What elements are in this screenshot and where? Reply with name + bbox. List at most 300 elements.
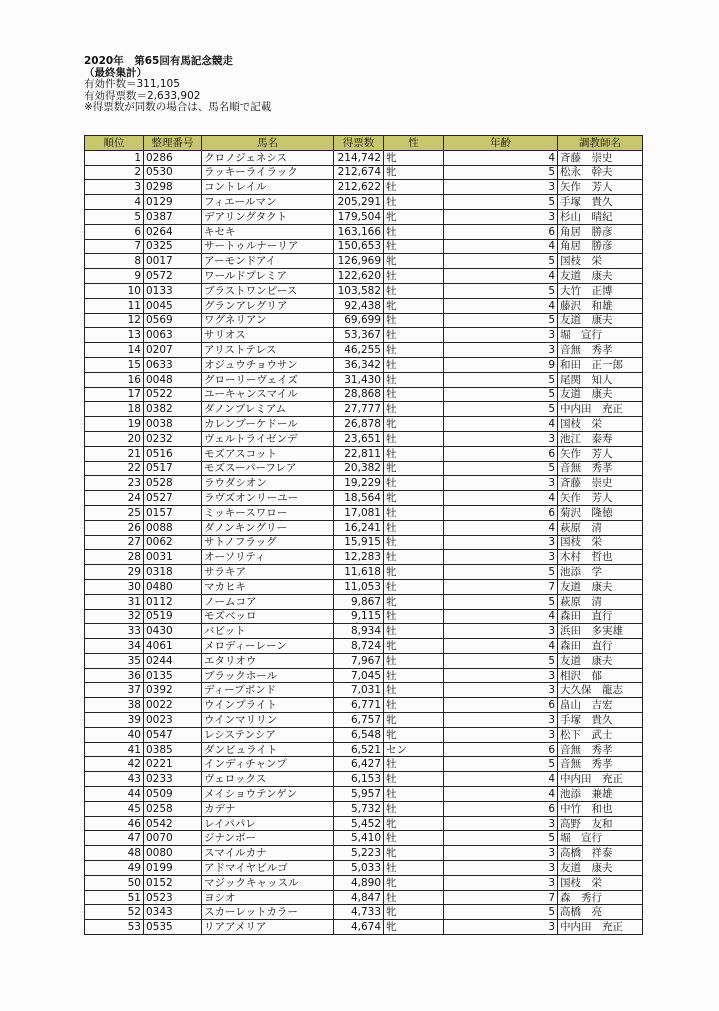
rank-cell: 31 — [85, 594, 144, 609]
table-row — [85, 239, 643, 254]
table-row — [85, 417, 643, 432]
age-cell: 7 — [444, 579, 558, 594]
age-cell: 9 — [444, 357, 558, 372]
trainer-cell: 畠山 吉宏 — [558, 698, 643, 713]
rank-cell: 29 — [85, 565, 144, 580]
rank-cell: 43 — [85, 772, 144, 787]
age-cell: 3 — [444, 343, 558, 358]
trainer-cell: 和田 正一郎 — [558, 357, 643, 372]
sex-cell: 牡 — [384, 579, 444, 594]
rank-cell: 21 — [85, 446, 144, 461]
code-cell: 0233 — [144, 772, 202, 787]
code-cell: 0509 — [144, 787, 202, 802]
age-cell: 5 — [444, 387, 558, 402]
sex-cell: 牡 — [384, 269, 444, 284]
age-cell: 3 — [444, 713, 558, 728]
votes-cell: 18,564 — [334, 491, 384, 506]
sex-cell: 牡 — [384, 343, 444, 358]
code-cell: 0207 — [144, 343, 202, 358]
code-cell: 0382 — [144, 402, 202, 417]
trainer-cell: 音無 秀孝 — [558, 343, 643, 358]
trainer-cell: 菊沢 隆徳 — [558, 505, 643, 520]
horse-name-cell: ディープボンド — [202, 683, 334, 698]
votes-cell: 27,777 — [334, 402, 384, 417]
votes-cell: 214,742 — [334, 150, 384, 165]
sex-cell: 牡 — [384, 283, 444, 298]
age-cell: 3 — [444, 476, 558, 491]
document-title: 2020年 第65回有馬記念競走 — [84, 55, 233, 67]
sex-cell: 牡 — [384, 387, 444, 402]
table-row — [85, 402, 643, 417]
code-cell: 0129 — [144, 195, 202, 210]
votes-cell: 46,255 — [334, 343, 384, 358]
sex-cell: 牡 — [384, 653, 444, 668]
rank-cell: 20 — [85, 431, 144, 446]
code-cell: 0387 — [144, 209, 202, 224]
horse-name-cell: バビット — [202, 624, 334, 639]
horse-name-cell: ワグネリアン — [202, 313, 334, 328]
rank-cell: 50 — [85, 875, 144, 890]
votes-cell: 28,868 — [334, 387, 384, 402]
sex-cell: 牝 — [384, 461, 444, 476]
votes-cell: 4,674 — [334, 920, 384, 935]
trainer-cell: 木村 哲也 — [558, 550, 643, 565]
trainer-cell: 森 秀行 — [558, 890, 643, 905]
code-cell: 0572 — [144, 269, 202, 284]
code-cell: 0133 — [144, 283, 202, 298]
trainer-cell: 松下 武士 — [558, 727, 643, 742]
trainer-cell: 友道 康夫 — [558, 653, 643, 668]
rank-cell: 38 — [85, 698, 144, 713]
trainer-cell: 杉山 晴紀 — [558, 209, 643, 224]
age-cell: 3 — [444, 550, 558, 565]
trainer-cell: 国枝 栄 — [558, 417, 643, 432]
rank-cell: 49 — [85, 861, 144, 876]
rank-cell: 3 — [85, 180, 144, 195]
horse-name-cell: レシステンシア — [202, 727, 334, 742]
age-cell: 4 — [444, 150, 558, 165]
rank-cell: 7 — [85, 239, 144, 254]
votes-cell: 150,653 — [334, 239, 384, 254]
rank-cell: 5 — [85, 209, 144, 224]
table-row — [85, 565, 643, 580]
table-row — [85, 431, 643, 446]
age-cell: 3 — [444, 624, 558, 639]
code-cell: 0633 — [144, 357, 202, 372]
votes-cell: 7,031 — [334, 683, 384, 698]
horse-name-cell: スカーレットカラー — [202, 905, 334, 920]
code-cell: 0385 — [144, 742, 202, 757]
votes-cell: 6,548 — [334, 727, 384, 742]
trainer-cell: 中竹 和也 — [558, 801, 643, 816]
age-cell: 3 — [444, 816, 558, 831]
trainer-cell: 友道 康夫 — [558, 579, 643, 594]
trainer-cell: 友道 康夫 — [558, 269, 643, 284]
sex-cell: 牡 — [384, 505, 444, 520]
col-horse-name-header: 馬名 — [202, 136, 334, 151]
horse-name-cell: アドマイヤビルゴ — [202, 861, 334, 876]
horse-name-cell: スマイルカナ — [202, 846, 334, 861]
sex-cell: 牡 — [384, 683, 444, 698]
horse-name-cell: オジュウチョウサン — [202, 357, 334, 372]
horse-name-cell: デアリングタクト — [202, 209, 334, 224]
sex-cell: 牡 — [384, 357, 444, 372]
votes-cell: 9,867 — [334, 594, 384, 609]
horse-name-cell: カデナ — [202, 801, 334, 816]
votes-cell: 163,166 — [334, 224, 384, 239]
horse-name-cell: ユーキャンスマイル — [202, 387, 334, 402]
code-cell: 0038 — [144, 417, 202, 432]
horse-name-cell: モズスーパーフレア — [202, 461, 334, 476]
votes-cell: 69,699 — [334, 313, 384, 328]
trainer-cell: 堀 宣行 — [558, 831, 643, 846]
rank-cell: 37 — [85, 683, 144, 698]
age-cell: 6 — [444, 698, 558, 713]
table-row — [85, 609, 643, 624]
trainer-cell: 池添 学 — [558, 565, 643, 580]
rank-cell: 18 — [85, 402, 144, 417]
code-cell: 0152 — [144, 875, 202, 890]
rank-cell: 2 — [85, 165, 144, 180]
rank-cell: 25 — [85, 505, 144, 520]
votes-cell: 26,878 — [334, 417, 384, 432]
rank-cell: 46 — [85, 816, 144, 831]
age-cell: 4 — [444, 269, 558, 284]
table-row — [85, 476, 643, 491]
age-cell: 4 — [444, 491, 558, 506]
trainer-cell: 角居 勝彦 — [558, 224, 643, 239]
age-cell: 4 — [444, 417, 558, 432]
rank-cell: 33 — [85, 624, 144, 639]
horse-name-cell: ラヴズオンリーユー — [202, 491, 334, 506]
sex-cell: 牝 — [384, 727, 444, 742]
table-row — [85, 269, 643, 284]
age-cell: 5 — [444, 565, 558, 580]
trainer-cell: 矢作 芳人 — [558, 491, 643, 506]
horse-name-cell: モズアスコット — [202, 446, 334, 461]
table-row — [85, 920, 643, 935]
age-cell: 4 — [444, 772, 558, 787]
trainer-cell: 中内田 充正 — [558, 402, 643, 417]
age-cell: 4 — [444, 639, 558, 654]
age-cell: 3 — [444, 328, 558, 343]
document-subtitle: （最終集計） — [84, 66, 147, 79]
votes-cell: 212,622 — [334, 180, 384, 195]
votes-cell: 122,620 — [334, 269, 384, 284]
age-cell: 5 — [444, 831, 558, 846]
code-cell: 0569 — [144, 313, 202, 328]
trainer-cell: 池江 泰寿 — [558, 431, 643, 446]
trainer-cell: 萩原 清 — [558, 520, 643, 535]
table-row — [85, 165, 643, 180]
trainer-cell: 手塚 貴久 — [558, 713, 643, 728]
code-cell: 0232 — [144, 431, 202, 446]
horse-name-cell: ブラックホール — [202, 668, 334, 683]
code-cell: 0199 — [144, 861, 202, 876]
trainer-cell: 矢作 芳人 — [558, 446, 643, 461]
table-header-row — [85, 136, 643, 151]
trainer-cell: 松永 幹夫 — [558, 165, 643, 180]
code-cell: 0022 — [144, 698, 202, 713]
table-row — [85, 772, 643, 787]
trainer-cell: 池添 兼雄 — [558, 787, 643, 802]
votes-cell: 5,732 — [334, 801, 384, 816]
code-cell: 0080 — [144, 846, 202, 861]
age-cell: 3 — [444, 431, 558, 446]
trainer-cell: 友道 康夫 — [558, 387, 643, 402]
horse-name-cell: ダンビュライト — [202, 742, 334, 757]
horse-name-cell: ヨシオ — [202, 890, 334, 905]
code-cell: 0530 — [144, 165, 202, 180]
trainer-cell: 萩原 清 — [558, 594, 643, 609]
trainer-cell: 高橋 亮 — [558, 905, 643, 920]
code-cell: 0070 — [144, 831, 202, 846]
rank-cell: 6 — [85, 224, 144, 239]
rank-cell: 24 — [85, 491, 144, 506]
rank-cell: 52 — [85, 905, 144, 920]
sex-cell: 牝 — [384, 150, 444, 165]
rank-cell: 11 — [85, 298, 144, 313]
age-cell: 3 — [444, 875, 558, 890]
trainer-cell: 高野 友和 — [558, 816, 643, 831]
votes-cell: 4,890 — [334, 875, 384, 890]
code-cell: 0244 — [144, 653, 202, 668]
sex-cell: セン — [384, 742, 444, 757]
col-rank-header: 順位 — [85, 136, 144, 151]
sex-cell: 牡 — [384, 609, 444, 624]
rank-cell: 13 — [85, 328, 144, 343]
horse-name-cell: ラッキーライラック — [202, 165, 334, 180]
table-row — [85, 491, 643, 506]
votes-cell: 126,969 — [334, 254, 384, 269]
votes-cell: 7,045 — [334, 668, 384, 683]
sex-cell: 牡 — [384, 624, 444, 639]
trainer-cell: 斉藤 崇史 — [558, 150, 643, 165]
horse-name-cell: ジナンボー — [202, 831, 334, 846]
rank-cell: 44 — [85, 787, 144, 802]
sex-cell: 牡 — [384, 313, 444, 328]
trainer-cell: 矢作 芳人 — [558, 180, 643, 195]
trainer-cell: 角居 勝彦 — [558, 239, 643, 254]
votes-cell: 4,733 — [334, 905, 384, 920]
valid-votes: 有効得票数＝2,633,902 — [84, 89, 201, 102]
horse-name-cell: リアアメリア — [202, 920, 334, 935]
code-cell: 0542 — [144, 816, 202, 831]
age-cell: 3 — [444, 861, 558, 876]
age-cell: 6 — [444, 224, 558, 239]
code-cell: 0112 — [144, 594, 202, 609]
age-cell: 5 — [444, 195, 558, 210]
horse-name-cell: インディチャンプ — [202, 757, 334, 772]
table-row — [85, 461, 643, 476]
sex-cell: 牝 — [384, 417, 444, 432]
horse-name-cell: マカヒキ — [202, 579, 334, 594]
age-cell: 6 — [444, 742, 558, 757]
trainer-cell: 中内田 充正 — [558, 772, 643, 787]
rank-cell: 45 — [85, 801, 144, 816]
horse-name-cell: メイショウテンゲン — [202, 787, 334, 802]
table-row — [85, 550, 643, 565]
rank-cell: 36 — [85, 668, 144, 683]
trainer-cell: 相沢 郁 — [558, 668, 643, 683]
table-row — [85, 150, 643, 165]
sex-cell: 牡 — [384, 328, 444, 343]
rank-cell: 10 — [85, 283, 144, 298]
age-cell: 5 — [444, 905, 558, 920]
votes-cell: 6,771 — [334, 698, 384, 713]
horse-name-cell: ウインマリリン — [202, 713, 334, 728]
table-row — [85, 313, 643, 328]
votes-cell: 8,934 — [334, 624, 384, 639]
trainer-cell: 手塚 貴久 — [558, 195, 643, 210]
rank-cell: 1 — [85, 150, 144, 165]
table-row — [85, 195, 643, 210]
sex-cell: 牡 — [384, 698, 444, 713]
age-cell: 5 — [444, 254, 558, 269]
horse-name-cell: メロディーレーン — [202, 639, 334, 654]
rank-cell: 17 — [85, 387, 144, 402]
votes-cell: 19,229 — [334, 476, 384, 491]
age-cell: 6 — [444, 505, 558, 520]
votes-cell: 23,651 — [334, 431, 384, 446]
table-row — [85, 505, 643, 520]
votes-cell: 5,033 — [334, 861, 384, 876]
votes-cell: 11,053 — [334, 579, 384, 594]
rank-cell: 12 — [85, 313, 144, 328]
sex-cell: 牝 — [384, 594, 444, 609]
sex-cell: 牡 — [384, 239, 444, 254]
horse-name-cell: フィエールマン — [202, 195, 334, 210]
votes-cell: 92,438 — [334, 298, 384, 313]
sex-cell: 牡 — [384, 831, 444, 846]
age-cell: 4 — [444, 298, 558, 313]
votes-cell: 53,367 — [334, 328, 384, 343]
table-row — [85, 801, 643, 816]
age-cell: 3 — [444, 180, 558, 195]
age-cell: 5 — [444, 461, 558, 476]
age-cell: 3 — [444, 920, 558, 935]
horse-name-cell: グランアレグリア — [202, 298, 334, 313]
trainer-cell: 友道 康夫 — [558, 861, 643, 876]
code-cell: 0135 — [144, 668, 202, 683]
age-cell: 4 — [444, 609, 558, 624]
code-cell: 0392 — [144, 683, 202, 698]
horse-name-cell: ラウダシオン — [202, 476, 334, 491]
table-row — [85, 713, 643, 728]
table-row — [85, 639, 643, 654]
horse-name-cell: ヴェロックス — [202, 772, 334, 787]
sex-cell: 牡 — [384, 668, 444, 683]
code-cell: 0017 — [144, 254, 202, 269]
rank-cell: 47 — [85, 831, 144, 846]
table-row — [85, 254, 643, 269]
document-header — [84, 56, 271, 114]
table-row — [85, 224, 643, 239]
votes-cell: 8,724 — [334, 639, 384, 654]
code-cell: 4061 — [144, 639, 202, 654]
table-body — [85, 150, 643, 934]
rank-cell: 32 — [85, 609, 144, 624]
code-cell: 0157 — [144, 505, 202, 520]
votes-cell: 212,674 — [334, 165, 384, 180]
col-code-header: 整理番号 — [144, 136, 202, 151]
votes-cell: 22,811 — [334, 446, 384, 461]
table-row — [85, 180, 643, 195]
age-cell: 4 — [444, 239, 558, 254]
rank-cell: 9 — [85, 269, 144, 284]
votes-cell: 11,618 — [334, 565, 384, 580]
votes-cell: 6,757 — [334, 713, 384, 728]
rank-cell: 53 — [85, 920, 144, 935]
votes-cell: 6,153 — [334, 772, 384, 787]
rank-cell: 39 — [85, 713, 144, 728]
rank-cell: 15 — [85, 357, 144, 372]
table-row — [85, 875, 643, 890]
sex-cell: 牡 — [384, 757, 444, 772]
age-cell: 5 — [444, 165, 558, 180]
code-cell: 0023 — [144, 713, 202, 728]
age-cell: 3 — [444, 209, 558, 224]
table-row — [85, 520, 643, 535]
age-cell: 5 — [444, 283, 558, 298]
code-cell: 0286 — [144, 150, 202, 165]
table-row — [85, 387, 643, 402]
sex-cell: 牝 — [384, 491, 444, 506]
sex-cell: 牡 — [384, 446, 444, 461]
sex-cell: 牡 — [384, 861, 444, 876]
code-cell: 0547 — [144, 727, 202, 742]
rank-cell: 27 — [85, 535, 144, 550]
horse-name-cell: レイパパレ — [202, 816, 334, 831]
code-cell: 0528 — [144, 476, 202, 491]
code-cell: 0523 — [144, 890, 202, 905]
table-row — [85, 727, 643, 742]
table-row — [85, 298, 643, 313]
table-row — [85, 742, 643, 757]
vote-results-table — [84, 135, 643, 935]
sex-cell: 牡 — [384, 787, 444, 802]
table-row — [85, 624, 643, 639]
trainer-cell: 友道 康夫 — [558, 313, 643, 328]
votes-cell: 16,241 — [334, 520, 384, 535]
sex-cell: 牝 — [384, 875, 444, 890]
horse-name-cell: ウインブライト — [202, 698, 334, 713]
horse-name-cell: ノームコア — [202, 594, 334, 609]
table-row — [85, 535, 643, 550]
horse-name-cell: ダノンキングリー — [202, 520, 334, 535]
trainer-cell: 尾関 知人 — [558, 372, 643, 387]
table-row — [85, 846, 643, 861]
votes-cell: 9,115 — [334, 609, 384, 624]
col-votes-header: 得票数 — [334, 136, 384, 151]
votes-cell: 12,283 — [334, 550, 384, 565]
votes-cell: 103,582 — [334, 283, 384, 298]
votes-cell: 20,382 — [334, 461, 384, 476]
code-cell: 0527 — [144, 491, 202, 506]
table-row — [85, 209, 643, 224]
horse-name-cell: キセキ — [202, 224, 334, 239]
votes-cell: 4,847 — [334, 890, 384, 905]
age-cell: 5 — [444, 313, 558, 328]
trainer-cell: 森田 直行 — [558, 639, 643, 654]
sex-cell: 牝 — [384, 905, 444, 920]
horse-name-cell: アリストテレス — [202, 343, 334, 358]
trainer-cell: 国枝 栄 — [558, 254, 643, 269]
votes-cell: 179,504 — [334, 209, 384, 224]
rank-cell: 48 — [85, 846, 144, 861]
horse-name-cell: ヴェルトライゼンデ — [202, 431, 334, 446]
rank-cell: 51 — [85, 890, 144, 905]
